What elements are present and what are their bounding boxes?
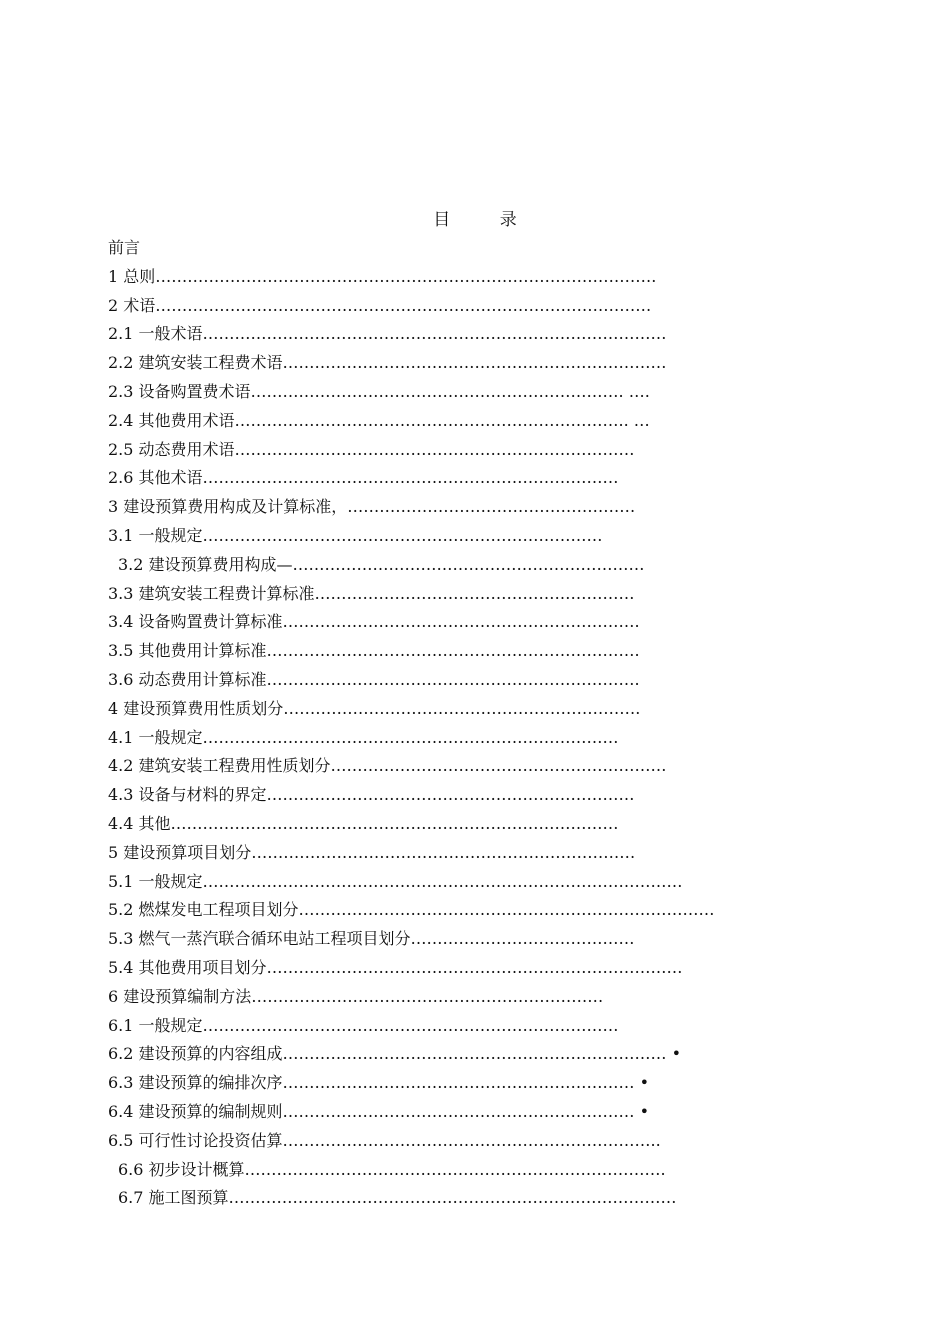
toc-entry: 2 术语…………………………………………………………………………………	[108, 295, 652, 315]
toc-entry: 1 总则………………………………………………………………………………….	[108, 266, 657, 286]
toc-entry: 5.3 燃气一蒸汽联合循环电站工程项目划分……………………………………	[108, 929, 635, 949]
toc-entry: 2.4 其他费用术语……………………………………………………………….. …	[108, 410, 650, 430]
toc-entry: 4.4 其他…………………………………………………………………………	[108, 813, 619, 833]
toc-entry: 5.1 一般规定………………………………………………………………………………	[108, 871, 683, 891]
toc-entry: 5.2 燃煤发电工程项目划分……………………………………………………………………	[108, 900, 715, 920]
toc-entry: 6.2 建设预算的内容组成……………………………………………………………… •	[108, 1044, 682, 1064]
toc-entry: 3.6 动态费用计算标准…………………………………………………………….	[108, 669, 640, 689]
toc-entry: 3.1 一般规定…………………………………………………………………	[108, 525, 603, 545]
toc-entry: 6 建设预算编制方法…………………………………………………………	[108, 986, 604, 1006]
toc-entry: 6.1 一般规定……………………………………………………………………	[108, 1015, 619, 1035]
toc-entry: 4.1 一般规定……………………………………………………………………	[108, 727, 619, 747]
toc-entry: 前言	[108, 238, 141, 257]
toc-entry: 2.2 建筑安装工程费术语………………………………………………………………	[108, 353, 667, 373]
toc-entry: 3.5 其他费用计算标准…………………………………………………………….	[108, 641, 640, 661]
toc-entry: 2.5 动态费用术语…………………………………………………………………	[108, 439, 635, 459]
toc-entry: 6.5 可行性讨论投资估算……………………………………………………………..	[108, 1130, 661, 1150]
toc-entry: 5 建设预算项目划分………………………………………………………………	[108, 842, 636, 862]
toc-entry: 3.4 设备购置费计算标准………………………………………………………….	[108, 612, 640, 632]
toc-entry: 2.6 其他术语……………………………………………………………………	[108, 468, 619, 488]
toc-entry: 6.4 建设预算的编制规则………………………………………………………… •	[108, 1101, 650, 1121]
toc-entry: 2.1 一般术语……………………………………………………………………………	[108, 324, 667, 344]
toc-title: 目 录	[433, 210, 539, 230]
toc-entry: 4 建设预算费用性质划分………………………………………………………….	[108, 698, 641, 718]
toc-list	[108, 234, 868, 1213]
toc-entry: 6.7 施工图预算…………………………………………………………………………	[118, 1188, 677, 1208]
toc-entry: 6.6 初步设计概算…………………………………………………………………….	[118, 1159, 666, 1179]
toc-entry: 5.4 其他费用项目划分……………………………………………………………………	[108, 957, 683, 977]
toc-entry: 4.3 设备与材料的界定……………………………………………………………	[108, 785, 635, 805]
toc-entry: 3.3 建筑安装工程费计算标准……………………………………………………	[108, 583, 635, 603]
toc-entry: 3 建设预算费用构成及计算标准，………………………………………………	[108, 497, 636, 517]
toc-entry: 2.3 设备购置费术语……………………………………………………………. ….	[108, 381, 650, 401]
toc-entry: 4.2 建筑安装工程费用性质划分………………………………………………………	[108, 756, 667, 776]
toc-entry: 6.3 建设预算的编排次序………………………………………………………… •	[108, 1073, 650, 1093]
toc-entry: 3.2 建设预算费用构成—…………………………………………………………	[118, 554, 645, 574]
